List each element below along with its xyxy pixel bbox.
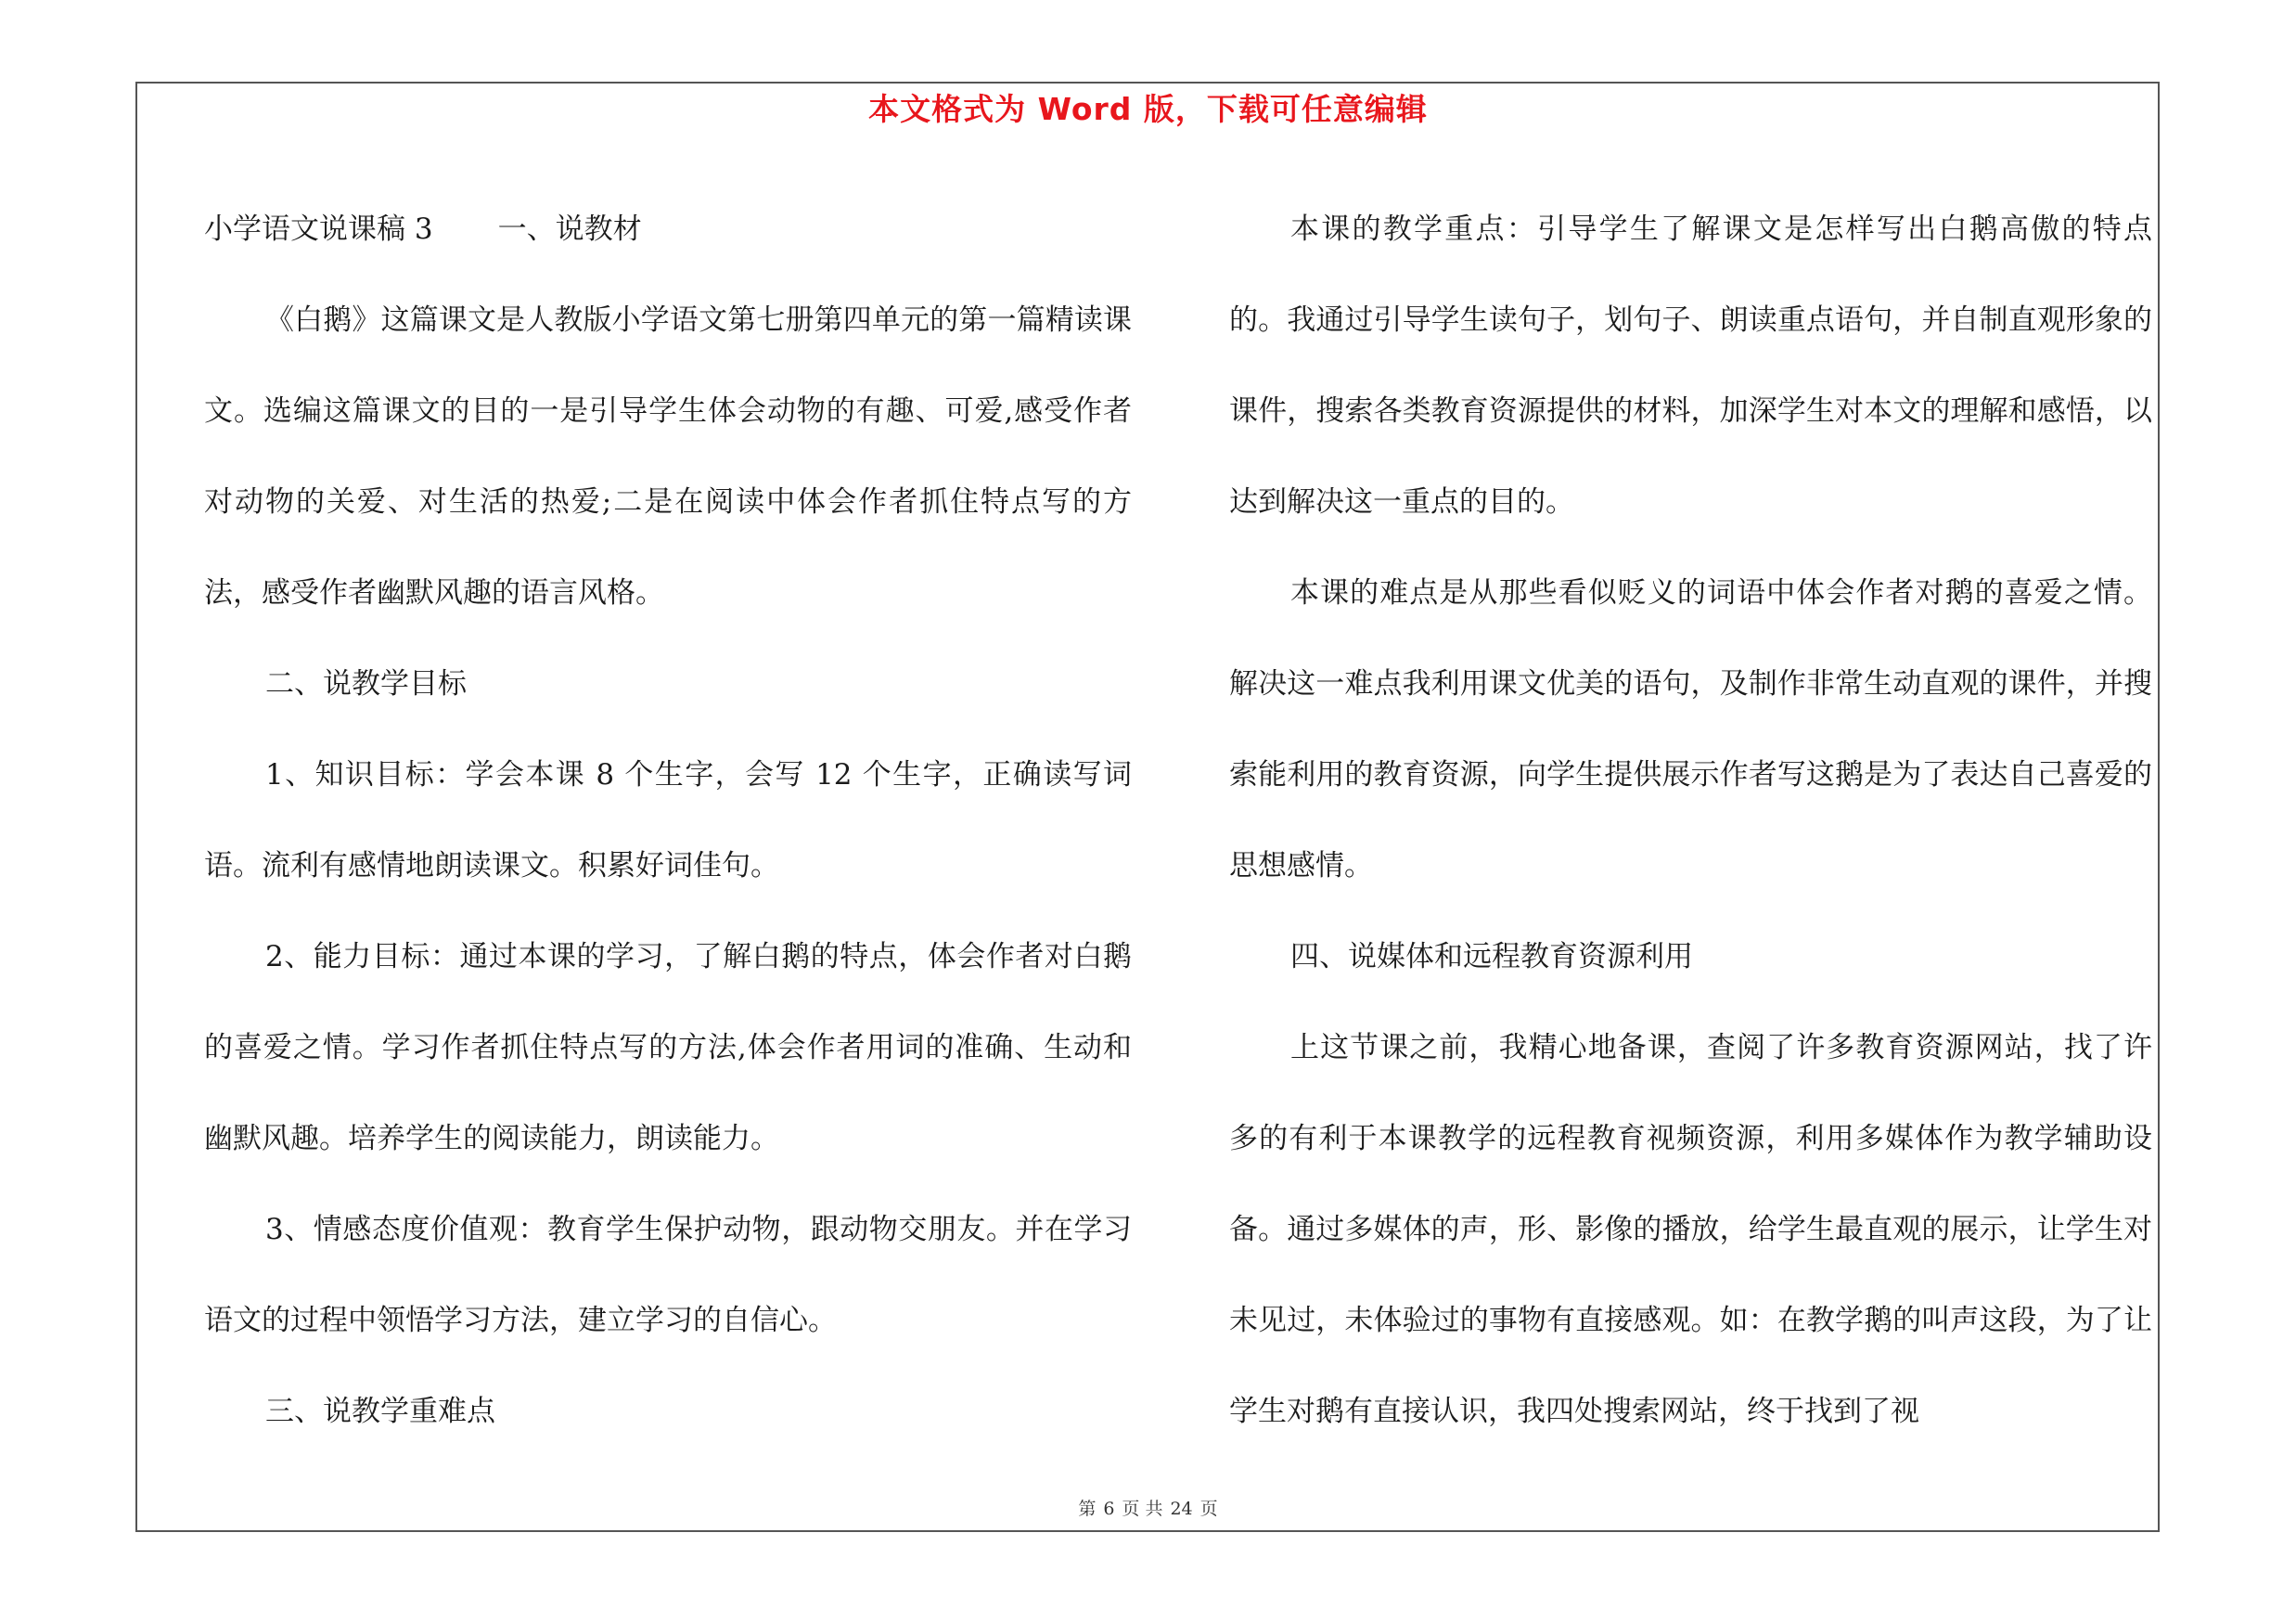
paragraph: 《白鹅》这篇课文是人教版小学语文第七册第四单元的第一篇精读课文。选编这篇课文的目的一是引导学生体会动物的有趣、可爱,感受作者对动物的关爱、对生活的热爱;二是在阅读中体会作者抓住特点写的方法，感受作者幽默风趣的语言风格。 [204,303,1132,610]
page-footer [0,1495,2296,1520]
section-heading-3: 三、说教学重难点 [265,1395,495,1428]
footer-prefix: 第 [1078,1499,1097,1519]
section-heading-4: 四、说媒体和远程教育资源利用 [1290,940,1693,973]
section-heading-2: 二、说教学目标 [265,667,467,701]
right-column [1229,184,2152,1457]
footer-page-number: 6 [1103,1499,1115,1519]
paragraph: 上这节课之前，我精心地备课，查阅了许多教育资源网站，找了许多的有利于本课教学的远程教育视频资源，利用多媒体作为教学辅助设备。通过多媒体的声，形、影像的播放，给学生最直观的展示，让学生对未见过，未体验过的事物有直接感观。如：在教学鹅的叫声这段，为了让学生对鹅有直接认识，我四处搜索网站，终于找到了视 [1229,1031,2152,1428]
paragraph: 1、知识目标：学会本课 8 个生字，会写 12 个生字，正确读写词语。流利有感情地朗读课文。积累好词佳句。 [204,758,1132,882]
footer-total-pages: 24 [1170,1499,1193,1519]
title-line [204,184,1132,275]
paragraph: 本课的难点是从那些看似贬义的词语中体会作者对鹅的喜爱之情。解决这一难点我利用课文优美的语句，及制作非常生动直观的课件，并搜索能利用的教育资源，向学生提供展示作者写这鹅是为了表达自己喜爱的思想感情。 [1229,576,2152,882]
doc-title: 小学语文说课稿 3 [204,213,433,246]
paragraph: 3、情感态度价值观：教育学生保护动物，跟动物交朋友。并在学习语文的过程中领悟学习方法，建立学习的自信心。 [204,1213,1132,1337]
format-banner: 本文格式为 Word 版，下载可任意编辑 [868,91,1428,127]
left-column [204,184,1132,1457]
paragraph: 2、能力目标：通过本课的学习，了解白鹅的特点，体会作者对白鹅的喜爱之情。学习作者抓住特点写的方法,体会作者用词的准确、生动和幽默风趣。培养学生的阅读能力，朗读能力。 [204,940,1132,1155]
section-heading-1: 一、说教材 [497,213,642,246]
footer-suffix: 页 [1199,1499,1218,1519]
footer-middle: 页 共 [1122,1499,1163,1519]
paragraph: 本课的教学重点：引导学生了解课文是怎样写出白鹅高傲的特点的。我通过引导学生读句子，划句子、朗读重点语句，并自制直观形象的课件，搜索各类教育资源提供的材料，加深学生对本文的理解和感悟，以达到解决这一重点的目的。 [1229,213,2152,519]
